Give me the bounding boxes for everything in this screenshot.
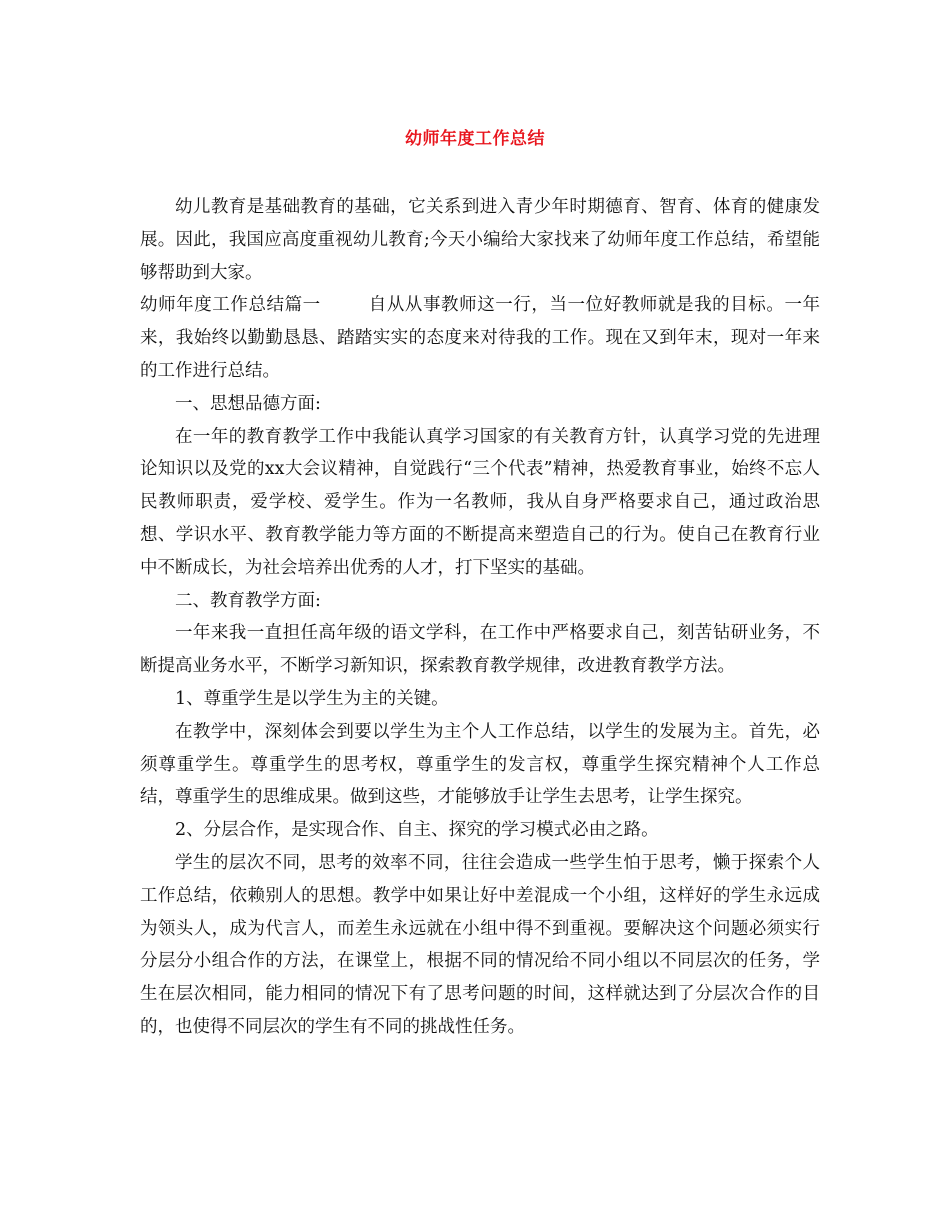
intro-paragraph: 幼儿教育是基础教育的基础，它关系到进入青少年时期德育、智育、体育的健康发展。因此，我国应高度重视幼儿教育;今天小编给大家找来了幼师年度工作总结，希望能够帮助到大家。	[140, 197, 820, 283]
subheading-teaching: 二、教育教学方面:	[175, 590, 321, 611]
point-two-heading: 2、分层合作，是实现合作、自主、探究的学习模式必由之路。	[175, 820, 659, 841]
point-one-paragraph: 在教学中，深刻体会到要以学生为主个人工作总结，以学生的发展为主。首先，必须尊重学生。尊重学生的思考权，尊重学生的发言权，尊重学生探究精神个人工作总结，尊重学生的思维成果。做到这些，才能够放手让学生去思考，让学生探究。	[140, 721, 820, 808]
point-two-paragraph: 学生的层次不同，思考的效率不同，往往会造成一些学生怕于思考，懒于探索个人工作总结，依赖别人的思想。教学中如果让好中差混成一个小组，这样好的学生永远成为领头人，成为代言人，而差生永远就在小组中得不到重视。要解决这个问题必须实行分层分小组合作的方法，在课堂上，根据不同的情况给不同小组以不同层次的任务，学生在层次相同，能力相同的情况下有了思考问题的时间，这样就达到了分层次合作的目的，也使得不同层次的学生有不同的挑战性任务。	[140, 852, 820, 1037]
subheading-ideology: 一、思想品德方面:	[175, 393, 321, 414]
ideology-paragraph: 在一年的教育教学工作中我能认真学习国家的有关教育方针，认真学习党的先进理论知识以及党的xx大会议精神，自觉践行“三个代表”精神，热爱教育事业，始终不忘人民教师职责，爱学校、爱学生。作为一名教师，我从自身严格要求自己，通过政治思想、学识水平、教育教学能力等方面的不断提高来塑造自己的行为。使自己在教育行业中不断成长，为社会培养出优秀的人才，打下坚实的基础。	[140, 426, 820, 578]
section-one-text: 自从从事教师这一行，当一位好教师就是我的目标。一年来，我始终以勤勤恳恳、踏踏实实的态度来对待我的工作。现在又到年末，现对一年来的工作进行总结。	[140, 295, 821, 381]
section-one-paragraph	[140, 289, 820, 387]
document-body	[140, 191, 820, 1044]
point-one-heading: 1、尊重学生是以学生为主的关键。	[175, 688, 449, 709]
section-one-heading: 幼师年度工作总结篇一	[140, 295, 321, 316]
teaching-paragraph: 一年来我一直担任高年级的语文学科，在工作中严格要求自己，刻苦钻研业务，不断提高业务水平，不断学习新知识，探索教育教学规律，改进教育教学方法。	[140, 623, 820, 677]
page-title: 幼师年度工作总结	[405, 129, 545, 149]
